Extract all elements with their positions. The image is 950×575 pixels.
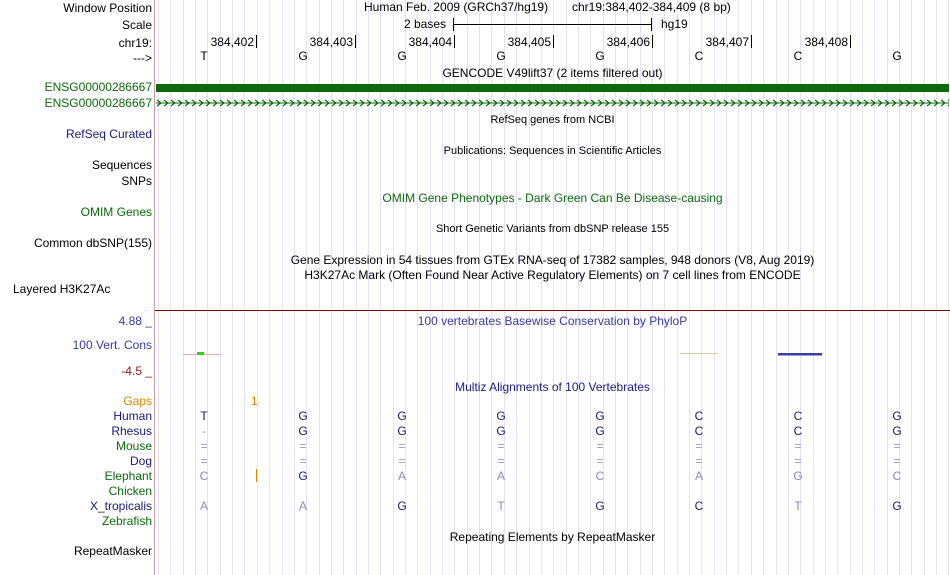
scale-bar-text: 2 bases: [404, 17, 447, 31]
alignment-base: G: [496, 409, 506, 423]
phylop-min-label: -4.5 _: [121, 364, 152, 378]
h3k27ac-track-title[interactable]: H3K27Ac Mark (Often Found Near Active Regulatory Elements) on 7 cell lines from ENCODE: [304, 268, 801, 282]
alignment-base: =: [200, 454, 208, 468]
alignment-base: G: [298, 409, 308, 423]
alignment-base: =: [497, 454, 505, 468]
phylop-track-title[interactable]: 100 vertebrates Basewise Conservation by PhyloP: [417, 314, 688, 328]
dbsnp-track-title[interactable]: Short Genetic Variants from dbSNP release 155: [435, 223, 670, 235]
alignment-base: G: [397, 499, 407, 513]
species-label[interactable]: Dog: [129, 454, 152, 468]
scale-bar: [453, 18, 652, 31]
dna-base: G: [397, 49, 407, 63]
ruler-tick: [553, 35, 554, 48]
alignment-base: =: [695, 439, 703, 453]
elephant-insertion-mark: [256, 469, 257, 482]
dna-base: G: [892, 49, 902, 63]
gaps-label[interactable]: Gaps: [123, 394, 152, 408]
alignment-base: G: [397, 424, 407, 438]
alignment-base: =: [893, 454, 901, 468]
scale-db-text: hg19: [661, 17, 688, 31]
alignment-base: C: [694, 424, 704, 438]
gencode-gene-bar-2[interactable]: [156, 98, 949, 108]
alignment-base: C: [595, 469, 605, 483]
publications-track-title[interactable]: Publications: Sequences in Scientific Articles: [443, 145, 662, 157]
alignment-base: C: [694, 409, 704, 423]
ruler-position-label: 384,406: [606, 35, 650, 49]
alignment-base: =: [299, 439, 307, 453]
species-label[interactable]: Rhesus: [111, 424, 152, 438]
gencode-gene-bar-1[interactable]: [156, 84, 949, 92]
alignment-base: G: [595, 409, 605, 423]
dna-base: C: [694, 49, 704, 63]
publications-track-label[interactable]: Sequences: [91, 158, 152, 172]
alignment-base: C: [694, 499, 704, 513]
ruler-tick: [256, 35, 257, 48]
gencode-item-label-2[interactable]: ENSG00000286667: [44, 96, 152, 110]
phylop-max-label: 4.88 _: [118, 314, 152, 328]
alignment-base: C: [199, 469, 209, 483]
phylop-track-label[interactable]: 100 Vert. Cons: [72, 338, 152, 352]
alignment-base: G: [496, 424, 506, 438]
window-position-label: Window Position: [63, 1, 152, 15]
ruler-position-label: 384,402: [210, 35, 254, 49]
alignment-base: =: [299, 454, 307, 468]
alignment-base: =: [398, 454, 406, 468]
repeatmasker-track-label[interactable]: RepeatMasker: [73, 544, 152, 558]
scale-label: Scale: [121, 18, 152, 32]
h3k27ac-track-label[interactable]: Layered H3K27Ac: [13, 282, 111, 296]
alignment-base: G: [397, 409, 407, 423]
alignment-base: G: [298, 424, 308, 438]
alignment-base: =: [695, 454, 703, 468]
dna-base: T: [200, 49, 208, 63]
alignment-base: =: [794, 439, 802, 453]
species-label[interactable]: Human: [113, 409, 152, 423]
strand-label[interactable]: --->: [133, 51, 152, 65]
species-label[interactable]: Elephant: [104, 469, 152, 483]
assembly-text: Human Feb. 2009 (GRCh37/hg19): [364, 0, 549, 14]
alignment-base: =: [200, 439, 208, 453]
ruler-position-label: 384,405: [507, 35, 551, 49]
track-separator: [155, 310, 950, 311]
alignment-base: G: [892, 424, 902, 438]
alignment-base: G: [595, 499, 605, 513]
dna-base: G: [298, 49, 308, 63]
ruler-position-label: 384,404: [408, 35, 452, 49]
species-label[interactable]: Zebrafish: [101, 514, 152, 528]
ruler-tick: [454, 35, 455, 48]
refseq-track-title[interactable]: RefSeq genes from NCBI: [490, 114, 615, 126]
alignment-base: -: [202, 424, 206, 438]
alignment-base: =: [596, 439, 604, 453]
alignment-base: A: [694, 469, 703, 483]
alignment-base: =: [398, 439, 406, 453]
species-label[interactable]: Chicken: [108, 484, 152, 498]
alignment-base: =: [893, 439, 901, 453]
ruler-tick: [355, 35, 356, 48]
species-label[interactable]: X_tropicalis: [89, 499, 152, 513]
alignment-base: T: [200, 409, 208, 423]
refseq-track-label[interactable]: RefSeq Curated: [65, 127, 152, 141]
alignment-base: T: [794, 499, 802, 513]
alignment-base: =: [596, 454, 604, 468]
alignment-base: =: [794, 454, 802, 468]
alignment-base: A: [397, 469, 406, 483]
snps-track-label[interactable]: SNPs: [121, 174, 152, 188]
alignment-base: A: [496, 469, 505, 483]
species-label[interactable]: Mouse: [115, 439, 152, 453]
alignment-base: G: [892, 409, 902, 423]
alignment-base: C: [793, 409, 803, 423]
window-position-text: chr19:384,402-384,409 (8 bp): [572, 0, 731, 14]
ruler-position-label: 384,403: [309, 35, 353, 49]
alignment-base: T: [497, 499, 505, 513]
gtex-track-title[interactable]: Gene Expression in 54 tissues from GTEx RNA-seq of 17382 samples, 948 donors (V8, Aug 2019): [290, 253, 815, 267]
gencode-item-label-1[interactable]: ENSG00000286667: [44, 80, 152, 94]
ruler-tick: [751, 35, 752, 48]
multiz-track-title[interactable]: Multiz Alignments of 100 Vertebrates: [455, 380, 650, 394]
repeatmasker-track-title[interactable]: Repeating Elements by RepeatMasker: [449, 530, 656, 544]
alignment-base: G: [595, 424, 605, 438]
alignment-base: A: [199, 499, 208, 513]
gaps-count: 1: [251, 394, 258, 408]
omim-track-label[interactable]: OMIM Genes: [80, 205, 152, 219]
chr-label: chr19:: [118, 36, 152, 50]
dna-base: G: [595, 49, 605, 63]
alignment-base: G: [298, 469, 308, 483]
ruler-tick: [850, 35, 851, 48]
ruler-position-label: 384,408: [804, 35, 848, 49]
alignment-base: A: [298, 499, 307, 513]
omim-track-title[interactable]: OMIM Gene Phenotypes - Dark Green Can Be Disease-causing: [382, 191, 723, 205]
alignment-base: G: [892, 499, 902, 513]
alignment-base: C: [892, 469, 902, 483]
dna-base: G: [496, 49, 506, 63]
dbsnp-track-label[interactable]: Common dbSNP(155): [33, 236, 152, 250]
ruler-position-label: 384,407: [705, 35, 749, 49]
gencode-track-title[interactable]: GENCODE V49lift37 (2 items filtered out): [442, 66, 663, 80]
ruler-tick: [652, 35, 653, 48]
alignment-base: =: [497, 439, 505, 453]
dna-base: C: [793, 49, 803, 63]
alignment-base: G: [793, 469, 803, 483]
label-column-border: [154, 0, 155, 575]
alignment-base: C: [793, 424, 803, 438]
